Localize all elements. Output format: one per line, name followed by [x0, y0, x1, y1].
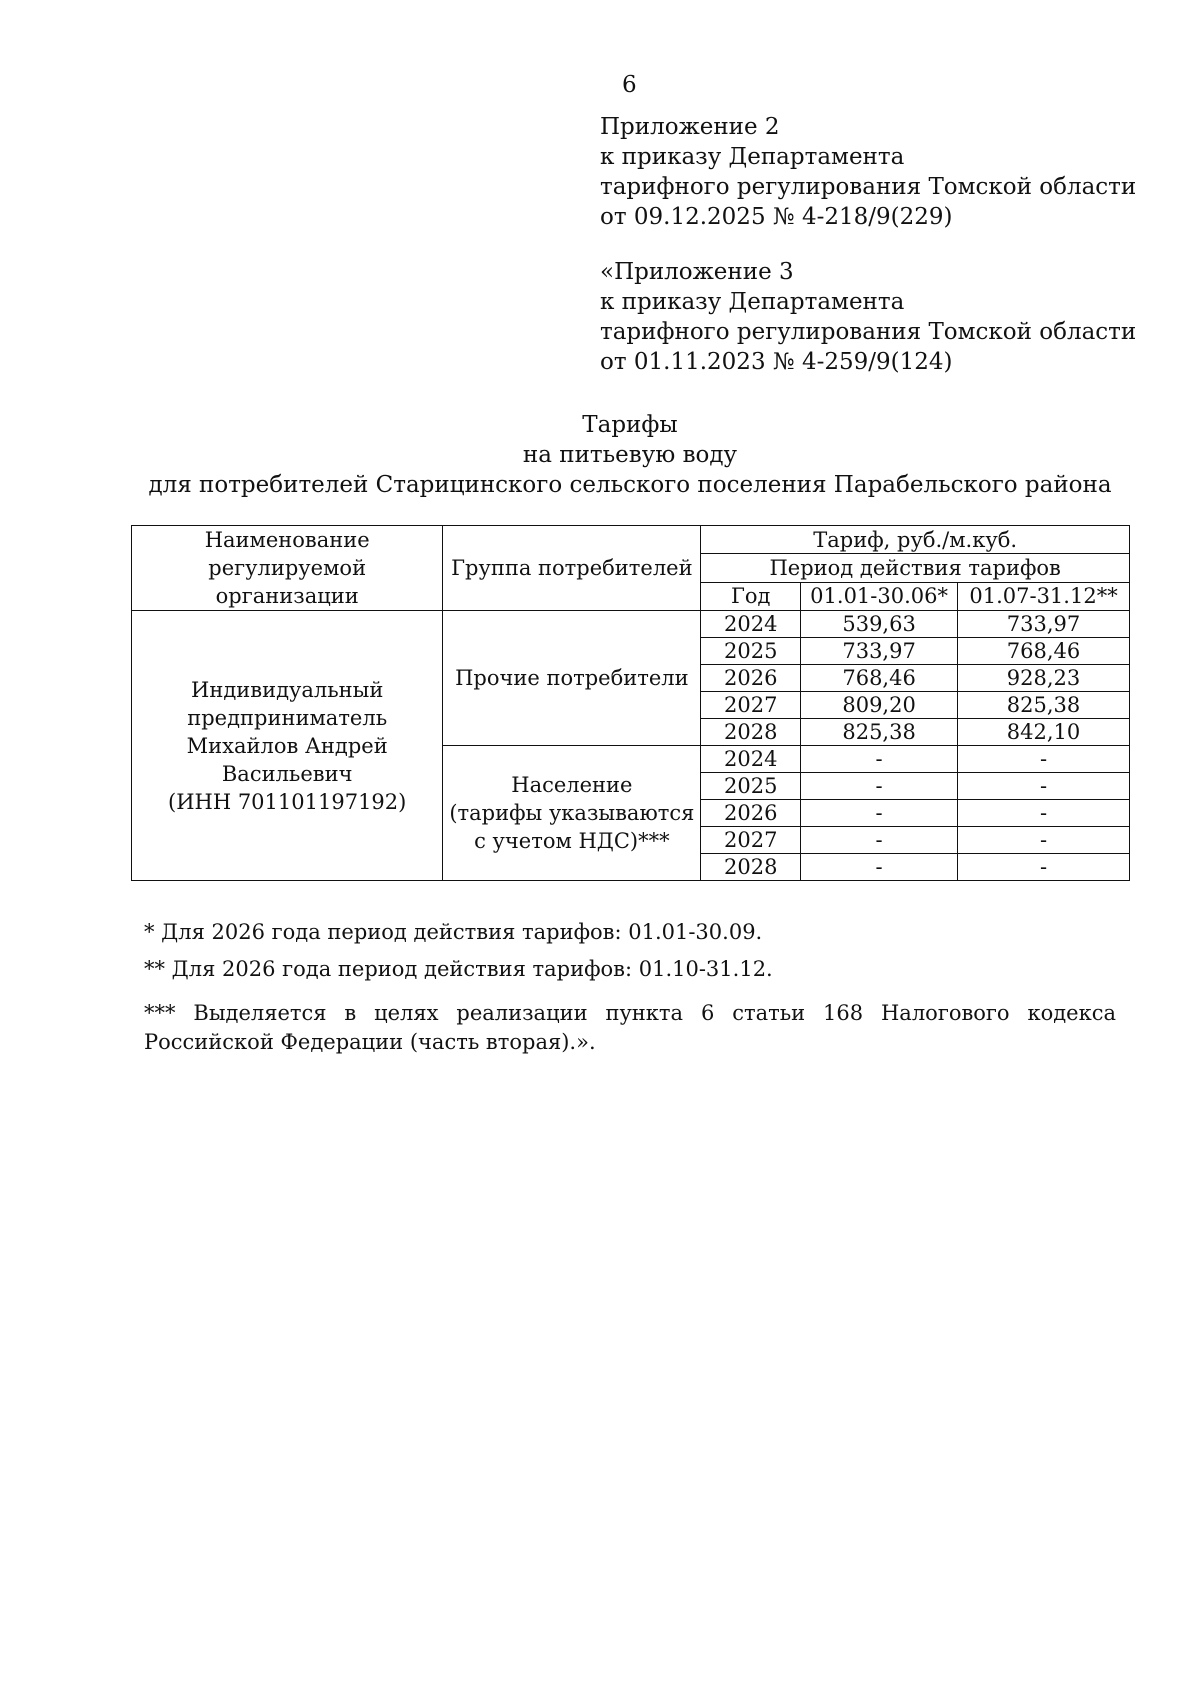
title-line: Тарифы: [582, 412, 678, 438]
org-line: Васильевич: [221, 761, 353, 786]
tariff-cell: -: [801, 800, 958, 827]
year-cell: 2026: [701, 665, 801, 692]
title-line: для потребителей Старицинского сельского поселения Парабельского района: [148, 472, 1112, 498]
tariff-cell: 842,10: [958, 719, 1130, 746]
year-cell: 2027: [701, 827, 801, 854]
header-period-2: 01.07-31.12**: [958, 582, 1130, 610]
tariff-cell: 539,63: [801, 611, 958, 638]
header-period: Период действия тарифов: [701, 554, 1130, 582]
appendix-line: «Приложение 3: [600, 259, 794, 285]
appendix-header-current: [600, 112, 1136, 232]
footnote-2: ** Для 2026 года период действия тарифов: 01.10-31.12.: [144, 957, 773, 981]
header-org-name: Наименование регулируемой организации: [132, 526, 443, 611]
appendix-line: от 01.11.2023 № 4-259/9(124): [600, 349, 953, 375]
document-title: [0, 410, 1200, 500]
appendix-line: от 09.12.2025 № 4-218/9(229): [600, 204, 953, 230]
header-period-1: 01.01-30.06*: [801, 582, 958, 610]
tariff-cell: -: [801, 773, 958, 800]
tariff-cell: -: [958, 773, 1130, 800]
page-number: 6: [622, 72, 637, 98]
tariff-cell: 825,38: [958, 692, 1130, 719]
group-line: (тарифы указываются: [449, 801, 695, 825]
org-line: предприниматель: [187, 705, 388, 730]
year-cell: 2024: [701, 611, 801, 638]
tariff-cell: -: [958, 854, 1130, 881]
table-header-row: [132, 526, 1130, 554]
appendix-header-original: [600, 257, 1136, 377]
tariff-cell: 768,46: [801, 665, 958, 692]
year-cell: 2028: [701, 719, 801, 746]
year-cell: 2024: [701, 746, 801, 773]
appendix-line: к приказу Департамента: [600, 144, 905, 170]
tariff-cell: -: [958, 746, 1130, 773]
footnote-3: *** Выделяется в целях реализации пункта 6 статьи 168 Налогового кодекса Российской Федерации (часть вторая).».: [144, 1001, 1116, 1054]
tariff-cell: -: [958, 827, 1130, 854]
year-cell: 2028: [701, 854, 801, 881]
header-tariff: Тариф, руб./м.куб.: [701, 526, 1130, 554]
group-line: Население: [511, 773, 633, 797]
year-cell: 2026: [701, 800, 801, 827]
title-line: на питьевую воду: [522, 442, 738, 468]
group-population: [443, 746, 701, 881]
appendix-line: тарифного регулирования Томской области: [600, 174, 1137, 200]
appendix-line: к приказу Департамента: [600, 289, 905, 315]
appendix-line: Приложение 2: [600, 114, 780, 140]
organization-cell: [132, 611, 443, 881]
table-row: [132, 611, 1130, 638]
tariff-cell: -: [801, 827, 958, 854]
tariff-cell: 928,23: [958, 665, 1130, 692]
year-cell: 2025: [701, 773, 801, 800]
tariff-cell: 733,97: [801, 638, 958, 665]
tariff-cell: 768,46: [958, 638, 1130, 665]
tariff-table: [131, 525, 1130, 881]
year-cell: 2027: [701, 692, 801, 719]
appendix-line: тарифного регулирования Томской области: [600, 319, 1137, 345]
org-line: Михайлов Андрей: [186, 733, 388, 758]
tariff-cell: -: [801, 746, 958, 773]
org-line: Индивидуальный: [191, 677, 384, 702]
tariff-cell: 733,97: [958, 611, 1130, 638]
tariff-cell: 825,38: [801, 719, 958, 746]
header-year: Год: [701, 582, 801, 610]
tariff-cell: 809,20: [801, 692, 958, 719]
header-consumer-group: Группа потребителей: [443, 526, 701, 611]
footnote-1: * Для 2026 года период действия тарифов: 01.01-30.09.: [144, 920, 763, 944]
year-cell: 2025: [701, 638, 801, 665]
tariff-cell: -: [958, 800, 1130, 827]
group-other-consumers: Прочие потребители: [443, 611, 701, 746]
tariff-cell: -: [801, 854, 958, 881]
org-line: (ИНН 701101197192): [168, 789, 407, 814]
group-line: с учетом НДС)***: [474, 829, 670, 853]
